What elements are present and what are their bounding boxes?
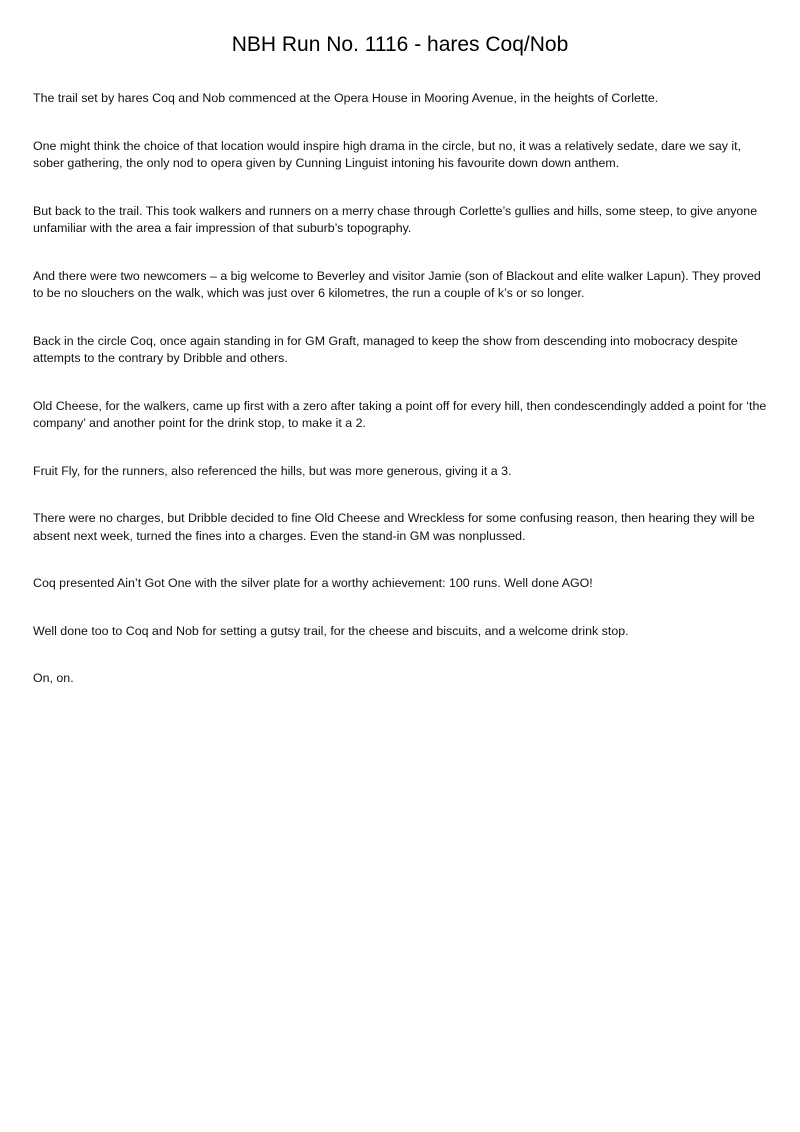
paragraph-trail-start: The trail set by hares Coq and Nob commenced at the Opera House in Mooring Avenue, in the heights of Corlette. [33,91,659,105]
paragraph-newcomers: And there were two newcomers – a big welcome to Beverley and visitor Jamie (son of Blackout and elite walker Lapun). They proved to be no slouchers on the walk, which was just over 6 kilometres, the run a couple of k’s or so longer. [33,268,761,300]
paragraph-runners-score: Fruit Fly, for the runners, also referenced the hills, but was more generous, giving it a 3. [33,463,512,478]
paragraph-silver-plate: Coq presented Ain’t Got One with the silver plate for a worthy achievement: 100 runs. Well done AGO! [33,576,593,590]
paragraph-thanks: Well done too to Coq and Nob for setting a gutsy trail, for the cheese and biscuits, and a welcome drink stop. [33,623,629,638]
document-title: NBH Run No. 1116 - hares Coq/Nob [231,33,569,56]
paragraph-walkers-score: Old Cheese, for the walkers, came up first with a zero after taking a point off for every hill, then condescendingly added a point for ‘the company’ and another point for the drink stop, to make it a 2. [33,398,767,430]
paragraph-trail-description: But back to the trail. This took walkers and runners on a merry chase through Corlette’s gullies and hills, some steep, to give anyone unfamiliar with the area a fair impression of that suburb’s topography. [33,203,758,235]
paragraph-charges: There were no charges, but Dribble decided to fine Old Cheese and Wreckless for some confusing reason, then hearing they will be absent next week, turned the fines into a charges. Even the stand-in GM was nonplussed. [33,511,755,543]
paragraph-sign-off: On, on. [33,671,74,685]
paragraph-opera-location: One might think the choice of that location would inspire high drama in the circle, but no, it was a relatively sedate, dare we say it, sober gathering, the only nod to opera given by Cunning Linguist intoning his favourite down down anthem. [33,138,742,170]
document-body [33,90,768,718]
paragraph-circle: Back in the circle Coq, once again standing in for GM Graft, managed to keep the show from descending into mobocracy despite attempts to the contrary by Dribble and others. [33,333,738,365]
